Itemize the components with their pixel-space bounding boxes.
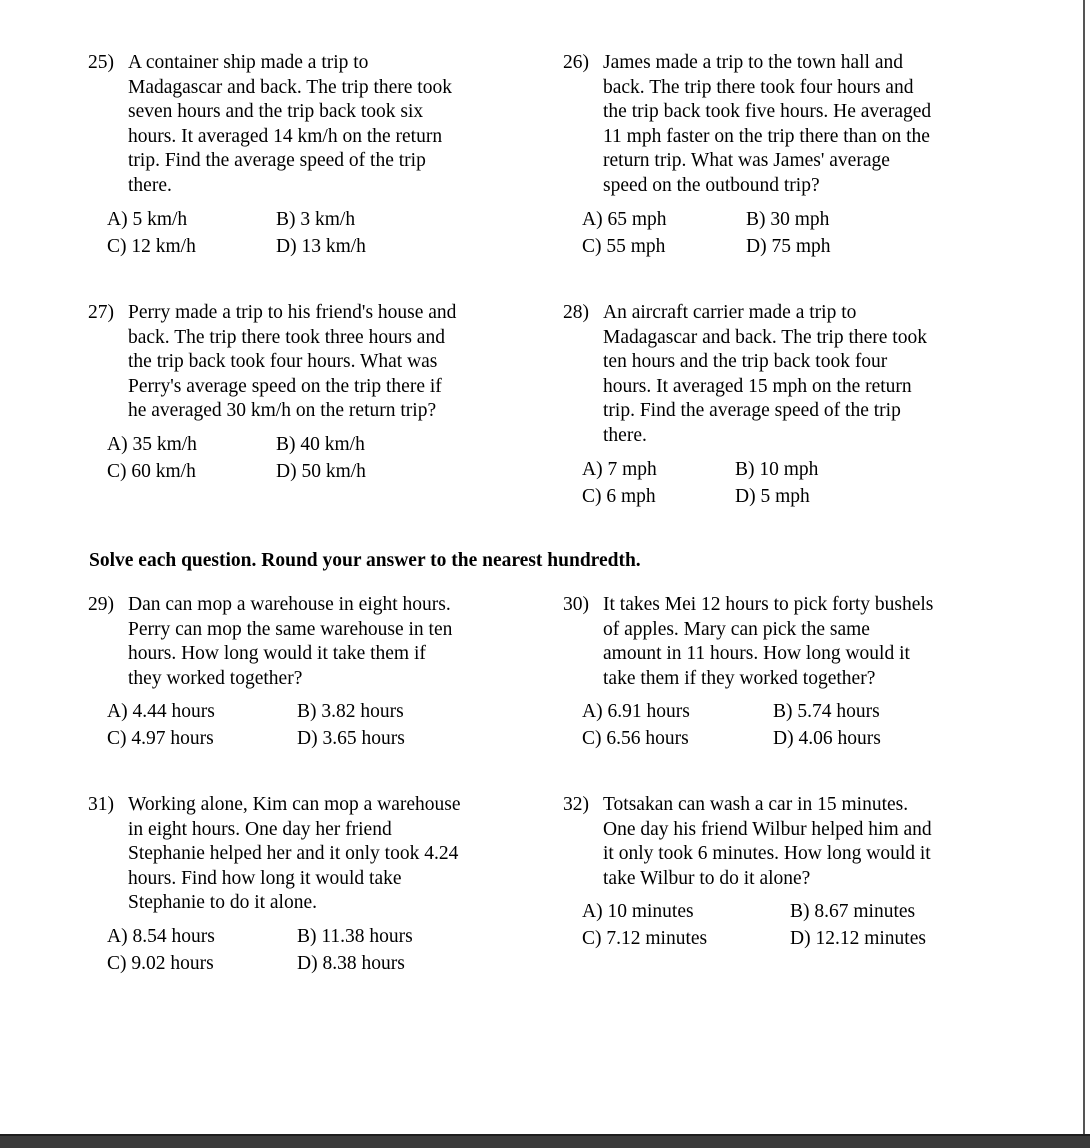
question-number: 32) xyxy=(563,794,589,815)
choice-a: A) 4.44 hours xyxy=(107,701,215,723)
choice-b: B) 40 km/h xyxy=(276,433,365,455)
question-25 xyxy=(88,51,528,260)
choice-a: A) 8.54 hours xyxy=(107,925,215,947)
choice-b: B) 10 mph xyxy=(735,458,819,480)
answer-choices xyxy=(582,699,1003,752)
answer-choices xyxy=(107,432,528,485)
question-number: 25) xyxy=(88,52,114,73)
choice-b: B) 3 km/h xyxy=(276,208,356,230)
choice-a: A) 6.91 hours xyxy=(582,701,690,723)
question-26 xyxy=(563,51,1003,260)
question-number: 31) xyxy=(88,794,114,815)
question-stem: Totsakan can wash a car in 15 minutes. One day his friend Wilbur helped him and it only took 6 minutes. How long would it take Wilbur to do it alone? xyxy=(603,794,932,889)
question-number: 29) xyxy=(88,594,114,615)
question-number: 27) xyxy=(88,302,114,323)
page-edge-divider xyxy=(1083,0,1090,1136)
answer-choices xyxy=(582,207,1003,260)
question-number: 28) xyxy=(563,302,589,323)
question-stem: An aircraft carrier made a trip to Madagascar and back. The trip there took ten hours and the trip back took four hours. It averaged 15 mph on the return trip. Find the average speed of the trip there. xyxy=(603,302,927,446)
choice-b: B) 11.38 hours xyxy=(297,925,413,947)
choice-d: D) 3.65 hours xyxy=(297,728,405,750)
question-30 xyxy=(563,593,1003,752)
choice-a: A) 65 mph xyxy=(582,208,667,230)
choice-a: A) 7 mph xyxy=(582,458,657,480)
answer-choices xyxy=(107,924,528,977)
choice-c: C) 4.97 hours xyxy=(107,728,214,750)
question-number: 26) xyxy=(563,52,589,73)
choice-b: B) 3.82 hours xyxy=(297,701,404,723)
question-number: 30) xyxy=(563,594,589,615)
choice-b: B) 8.67 minutes xyxy=(790,901,916,923)
choice-d: D) 12.12 minutes xyxy=(790,928,926,950)
answer-choices xyxy=(107,699,528,752)
question-stem: Dan can mop a warehouse in eight hours. Perry can mop the same warehouse in ten hours. How long would it take them if they worked together? xyxy=(128,594,453,689)
choice-a: A) 5 km/h xyxy=(107,208,188,230)
choice-b: B) 5.74 hours xyxy=(773,701,880,723)
question-32 xyxy=(563,793,1003,952)
question-stem: A container ship made a trip to Madagascar and back. The trip there took seven hours and the trip back took six hours. It averaged 14 km/h on the return trip. Find the average speed of the trip there. xyxy=(128,52,452,196)
choice-d: D) 8.38 hours xyxy=(297,952,405,974)
bottom-scroll-bar[interactable] xyxy=(0,1134,1090,1148)
choice-c: C) 6.56 hours xyxy=(582,728,689,750)
choice-d: D) 5 mph xyxy=(735,485,810,507)
choice-a: A) 10 minutes xyxy=(582,901,694,923)
choice-c: C) 55 mph xyxy=(582,235,666,257)
choice-d: D) 13 km/h xyxy=(276,235,366,257)
question-stem: Perry made a trip to his friend's house and back. The trip there took three hours and the trip back took four hours. What was Perry's average speed on the trip there if he averaged 30 km/h on the return trip? xyxy=(128,302,457,422)
question-stem: James made a trip to the town hall and back. The trip there took four hours and the trip back took five hours. He averaged 11 mph faster on the trip there than on the return trip. What was James' average speed on the outbound trip? xyxy=(603,52,932,196)
question-stem: Working alone, Kim can mop a warehouse in eight hours. One day her friend Stephanie helped her and it only took 4.24 hours. Find how long it would take Stephanie to do it alone. xyxy=(128,794,461,914)
choice-d: D) 50 km/h xyxy=(276,460,366,482)
choice-d: D) 75 mph xyxy=(746,235,831,257)
choice-a: A) 35 km/h xyxy=(107,433,197,455)
choice-c: C) 9.02 hours xyxy=(107,952,214,974)
question-29 xyxy=(88,593,528,752)
choice-c: C) 6 mph xyxy=(582,485,656,507)
question-27 xyxy=(88,301,528,485)
choice-c: C) 7.12 minutes xyxy=(582,928,708,950)
choice-d: D) 4.06 hours xyxy=(773,728,881,750)
answer-choices xyxy=(582,457,1003,510)
choice-b: B) 30 mph xyxy=(746,208,830,230)
question-stem: It takes Mei 12 hours to pick forty bushels of apples. Mary can pick the same amount in 11 hours. How long would it take them if they worked together? xyxy=(603,594,934,689)
answer-choices xyxy=(107,207,528,260)
question-31 xyxy=(88,793,528,977)
question-28 xyxy=(563,301,1003,510)
answer-choices xyxy=(582,899,1003,952)
choice-c: C) 60 km/h xyxy=(107,460,196,482)
choice-c: C) 12 km/h xyxy=(107,235,196,257)
section-instructions: Solve each question. Round your answer to the nearest hundredth. xyxy=(89,550,641,571)
